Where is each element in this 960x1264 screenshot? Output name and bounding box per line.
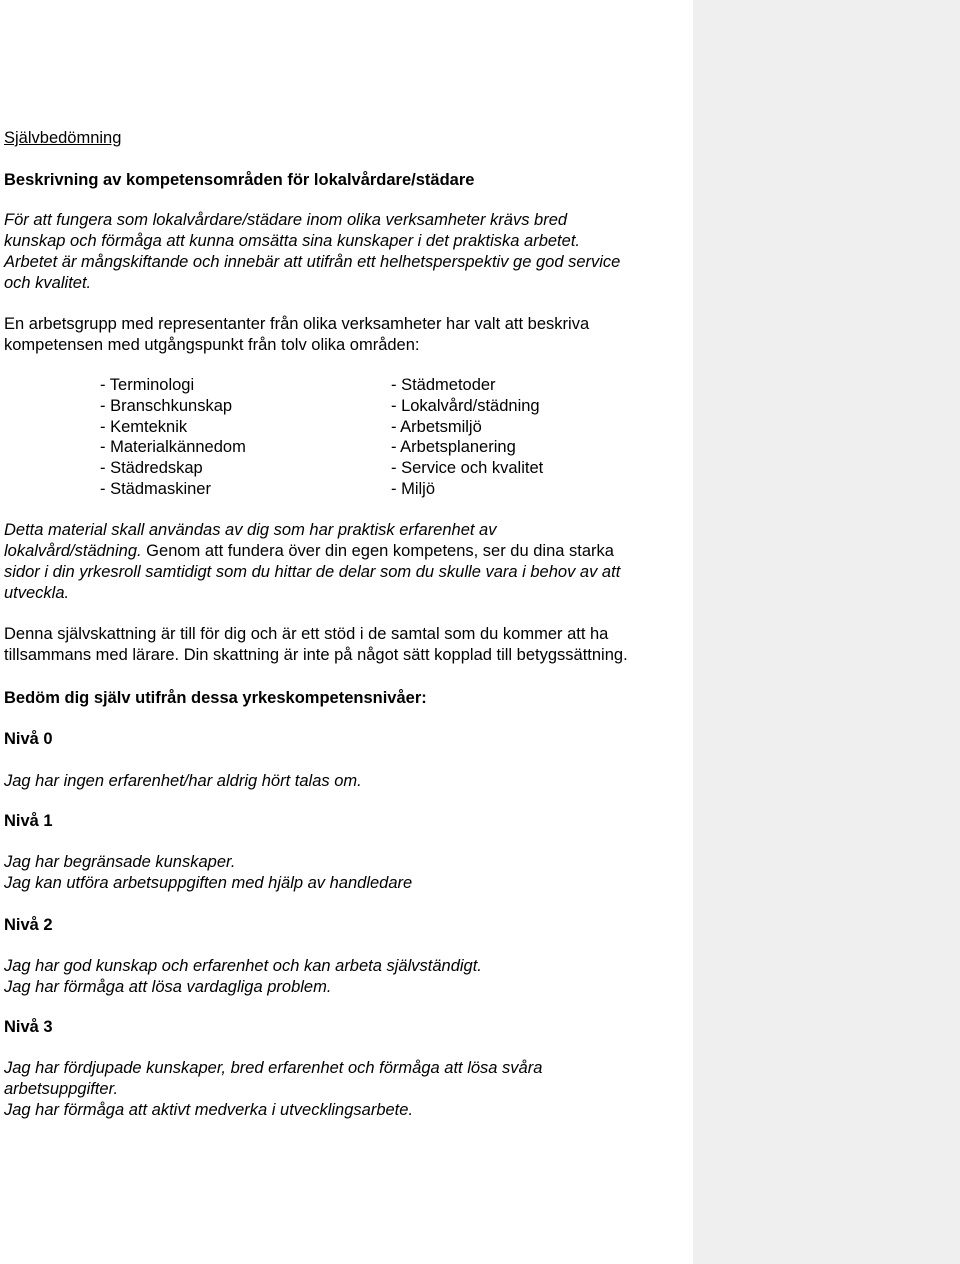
- area-item: - Städmetoder: [391, 376, 496, 394]
- level-description: [4, 852, 684, 894]
- material-normal-span: Genom att fundera över din egen kompetens, ser du dina starka: [141, 542, 614, 560]
- intro-line: kunskap och förmåga att kunna omsätta sina kunskaper i det praktiska arbetet.: [4, 232, 580, 250]
- level-title: Nivå 2: [4, 916, 53, 934]
- comment-margin-panel: [693, 0, 960, 1264]
- self-evaluation-paragraph: [4, 624, 684, 666]
- areas-left-column: [100, 375, 246, 500]
- intro-line: Arbetet är mångskiftande och innebär att utifrån ett helhetsperspektiv ge god service: [4, 253, 621, 271]
- level-title: Nivå 0: [4, 730, 53, 748]
- areas-right-column: [391, 375, 543, 500]
- page-heading: Självbedömning: [4, 129, 122, 147]
- material-line: sidor i din yrkesroll samtidigt som du hittar de delar som du skulle vara i behov av att: [4, 563, 621, 581]
- area-item: - Branschkunskap: [100, 396, 233, 415]
- level-description: [4, 1058, 684, 1121]
- area-item: - Service och kvalitet: [391, 459, 544, 478]
- material-line: Detta material skall användas av dig som har praktisk erfarenhet av: [4, 521, 497, 539]
- level-line: Jag har förmåga att lösa vardagliga problem.: [4, 978, 332, 996]
- self-eval-line: Denna självskattning är till för dig och är ett stöd i de samtal som du kommer att ha: [4, 625, 609, 643]
- intro-line: För att fungera som lokalvårdare/städare inom olika verksamheter krävs bred: [4, 211, 568, 229]
- area-item: - Arbetsmiljö: [391, 417, 482, 436]
- intro-line: och kvalitet.: [4, 274, 92, 292]
- level-description: [4, 771, 684, 792]
- area-item: - Materialkännedom: [100, 438, 246, 457]
- group-line: En arbetsgrupp med representanter från olika verksamheter har valt att beskriva: [4, 315, 590, 333]
- group-line: kompetensen med utgångspunkt från tolv olika områden:: [4, 336, 420, 354]
- level-title: Nivå 3: [4, 1018, 53, 1036]
- levels-heading: Bedöm dig själv utifrån dessa yrkeskompetensnivåer:: [4, 689, 427, 707]
- material-paragraph: [4, 520, 684, 604]
- page-subheading: Beskrivning av kompetensområden för lokalvårdare/städare: [4, 171, 475, 189]
- intro-paragraph: [4, 210, 684, 294]
- level-line: Jag har begränsade kunskaper.: [4, 853, 236, 871]
- area-item: - Kemteknik: [100, 417, 188, 436]
- level-line: Jag har god kunskap och erfarenhet och kan arbeta självständigt.: [4, 957, 482, 975]
- material-line: utveckla.: [4, 584, 70, 602]
- level-line: arbetsuppgifter.: [4, 1080, 119, 1098]
- level-line: Jag har ingen erfarenhet/har aldrig hört talas om.: [4, 772, 362, 790]
- level-line: Jag har förmåga att aktivt medverka i utvecklingsarbete.: [4, 1101, 414, 1119]
- material-line: [4, 541, 684, 562]
- area-item: - Terminologi: [100, 376, 195, 394]
- area-item: - Städmaskiner: [100, 479, 211, 498]
- material-italic-span: lokalvård/städning.: [4, 542, 142, 560]
- area-item: - Städredskap: [100, 459, 203, 478]
- level-line: Jag har fördjupade kunskaper, bred erfarenhet och förmåga att lösa svåra: [4, 1059, 543, 1077]
- self-eval-line: tillsammans med lärare. Din skattning är inte på något sätt kopplad till betygssättning.: [4, 646, 628, 664]
- level-line: Jag kan utföra arbetsuppgiften med hjälp av handledare: [4, 874, 413, 892]
- group-paragraph: [4, 314, 684, 356]
- level-title: Nivå 1: [4, 812, 53, 830]
- level-description: [4, 956, 684, 998]
- area-item: - Miljö: [391, 479, 435, 498]
- area-item: - Arbetsplanering: [391, 438, 516, 457]
- area-item: - Lokalvård/städning: [391, 396, 540, 415]
